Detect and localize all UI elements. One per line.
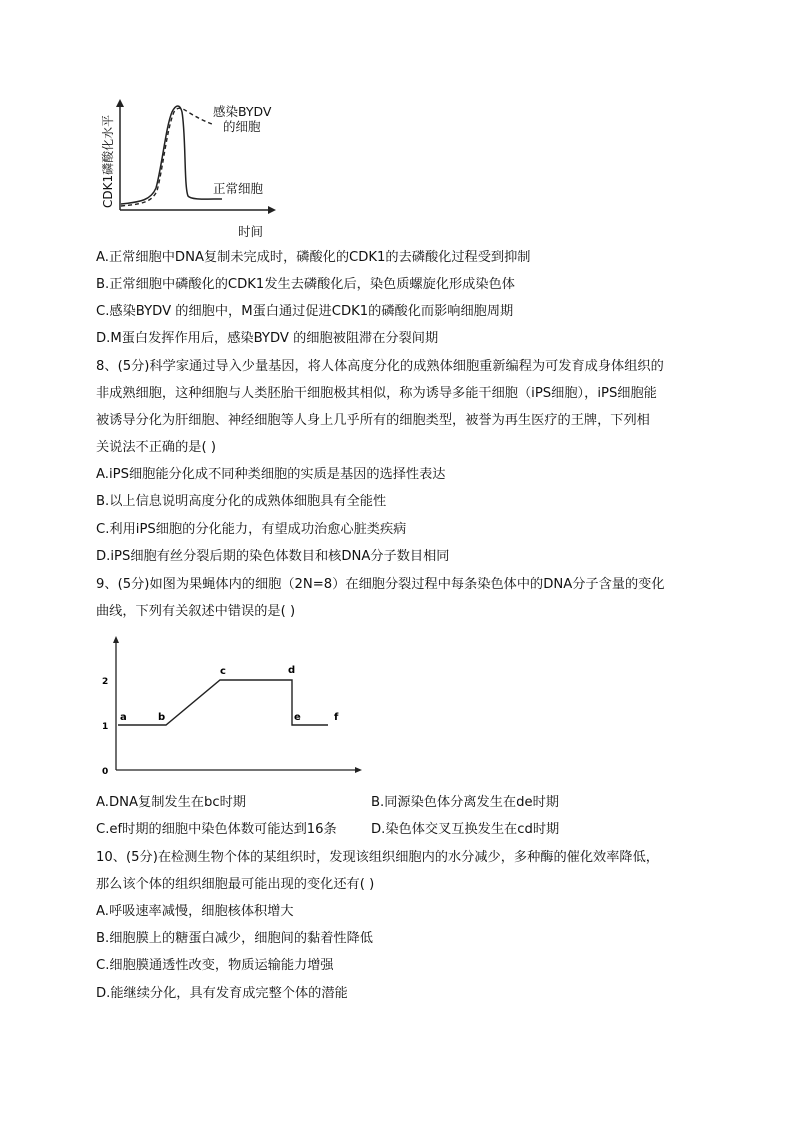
y-tick-label: 0 — [102, 767, 109, 777]
point-label-e: e — [294, 712, 301, 723]
q9-stem-line-1: 9、(5分)如图为果蝇体内的细胞（2N=8）在细胞分裂过程中每条染色体中的DNA分子含量的变化 — [96, 577, 665, 592]
q8-option-a: A.iPS细胞能分化成不同种类细胞的实质是基因的选择性表达 — [96, 467, 446, 482]
y-tick-label: 1 — [102, 722, 109, 732]
point-label-f: f — [334, 712, 339, 723]
q8-option-c: C.利用iPS细胞的分化能力，有望成功治愈心脏类疾病 — [96, 522, 407, 537]
q10-option-c: C.细胞膜通透性改变，物质运输能力增强 — [96, 958, 334, 973]
q9-option-a: A.DNA复制发生在bc时期 — [96, 795, 246, 810]
x-axis-arrow — [268, 206, 276, 214]
q9-stem-line-2: 曲线，下列有关叙述中错误的是( ) — [96, 604, 296, 619]
infected-cell-curve — [121, 108, 212, 206]
q7-option-d: D.M蛋白发挥作用后，感染BYDV 的细胞被阻滞在分裂间期 — [96, 331, 439, 346]
y-axis-arrow — [116, 99, 124, 107]
q7-option-c: C.感染BYDV 的细胞中，M蛋白通过促进CDK1的磷酸化而影响细胞周期 — [96, 304, 514, 319]
point-label-b: b — [158, 712, 166, 723]
figure1-infected-label-1: 感染BYDV — [213, 104, 272, 119]
q8-option-b: B.以上信息说明高度分化的成熟体细胞具有全能性 — [96, 494, 387, 509]
figure1-infected-label-2: 的细胞 — [223, 119, 261, 134]
q8-option-d: D.iPS细胞有丝分裂后期的染色体数目和核DNA分子数目相同 — [96, 549, 450, 564]
x-axis-arrow — [355, 767, 362, 773]
point-label-c: c — [220, 666, 226, 677]
q7-option-a: A.正常细胞中DNA复制未完成时，磷酸化的CDK1的去磷酸化过程受到抑制 — [96, 250, 531, 265]
q10-option-b: B.细胞膜上的糖蛋白减少，细胞间的黏着性降低 — [96, 931, 373, 946]
q8-stem-line-2: 非成熟细胞，这种细胞与人类胚胎干细胞极其相似，称为诱导多能干细胞（iPS细胞），iPS细胞能 — [96, 386, 657, 401]
q10-option-a: A.呼吸速率减慢，细胞核体积增大 — [96, 904, 294, 919]
q10-stem-line-1: 10、(5分)在检测生物个体的某组织时，发现该组织细胞内的水分减少，多种酶的催化效率降低， — [96, 850, 659, 865]
q8-stem-line-4: 关说法不正确的是( ) — [96, 440, 216, 455]
q8-stem-line-1: 8、(5分)科学家通过导入少量基因，将人体高度分化的成熟体细胞重新编程为可发育成身体组织的 — [96, 359, 664, 374]
q10-option-d: D.能继续分化，具有发育成完整个体的潜能 — [96, 986, 348, 1001]
q9-option-b: B.同源染色体分离发生在de时期 — [371, 795, 559, 810]
figure-dna-per-chromosome — [96, 630, 376, 780]
y-tick-label: 2 — [102, 677, 109, 687]
q8-stem-line-3: 被诱导分化为肝细胞、神经细胞等人身上几乎所有的细胞类型，被誉为再生医疗的王牌，下列相 — [96, 413, 650, 428]
q7-option-b: B.正常细胞中磷酸化的CDK1发生去磷酸化后，染色质螺旋化形成染色体 — [96, 277, 515, 292]
y-axis-arrow — [113, 636, 119, 643]
figure1-y-label: CDK1磷酸化水平 — [101, 114, 115, 208]
figure-cdk1 — [96, 96, 286, 244]
q9-option-d: D.染色体交叉互换发生在cd时期 — [371, 822, 560, 837]
point-label-a: a — [120, 712, 127, 723]
point-label-d: d — [288, 665, 296, 676]
figure1-normal-label: 正常细胞 — [213, 181, 264, 196]
figure1-x-label: 时间 — [238, 224, 264, 239]
q9-option-c: C.ef时期的细胞中染色体数可能达到16条 — [96, 822, 337, 837]
q10-stem-line-2: 那么该个体的组织细胞最可能出现的变化还有( ) — [96, 877, 375, 892]
